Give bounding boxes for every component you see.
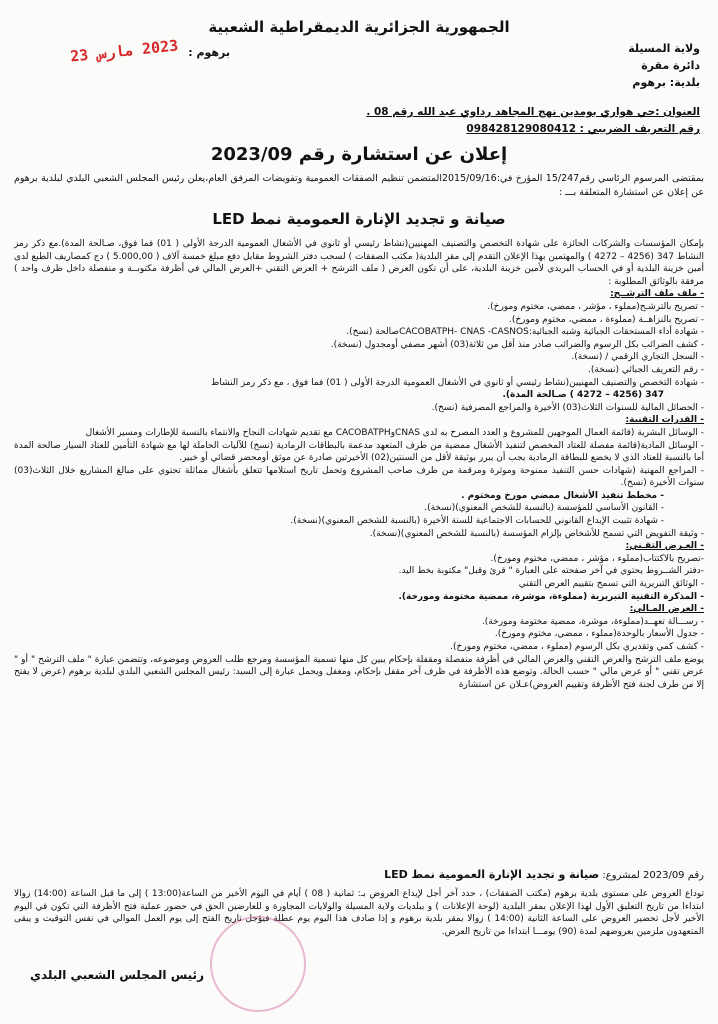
daira-label: دائرة مقرة xyxy=(641,59,700,72)
list-item: - الحصائل المالية للسنوات الثلاث(03) الأخيرة والمراجع المصرفية (نسخ). xyxy=(431,402,704,413)
section-financial: - العرض المـالي: xyxy=(629,604,704,615)
official-stamp xyxy=(210,916,306,1012)
address-line: العنوان :حي هواري بومدين نهج المجاهد رداوي عبد الله رقم 08 . xyxy=(366,106,700,118)
list-item: - شهادة أداء المستحقات الجبائية وشبه الجبائية:CACOBATPH- CNAS -CASNOSصالحة (نسخ). xyxy=(346,327,704,338)
list-item: - السجل التجاري الرقمي / (نسخة). xyxy=(571,352,704,363)
list-item: - المراجع المهنية (شهادات حسن التنفيذ ممنوحة وموثرة ومرقمة من طرف صاحب المشروع وتحمل تاريخ استلامها تتعلق بأشغال مماثلة تحتوي على مبالغ المشاريع خلال الثلاث(03) سنوات الأخيرة (نسخ). xyxy=(14,465,704,489)
list-item: - تصريح بالنزاهــة (مملوءة ، ممضي، مختوم ومورخ). xyxy=(508,314,704,325)
list-item: - المذكرة التقنية التبريرية (مملوءة، موشرة، ممضية مختومة ومورخة). xyxy=(398,591,704,602)
list-item: - كشف كمي وتقديري بكل الرسوم (مملوء ، ممضي، مختوم ومورخ). xyxy=(450,642,704,652)
list-item: - الوثائق التبريرية التي تسمح بتقييم العرض التقني xyxy=(518,579,704,590)
eligibility-text: بإمكان المؤسسات والشركات الحائزة على شهادة التخصص والتصنيف المهنيين(نشاط رئيسي أو ثانوي في الأشغال العمومية الدرجة الأولى ( 01) فما فوق، صـالحة المدة).مع ذكر رمز النشاط 347 (4256 – 4272 ) والمهتمين بهذا الإعلان التقدم إلى مقر البلدية( مكتب الصفقات ) لسحب دفتر الشروط مقابل دفع مبلغ خمسة آلاف ( 5.000,00 ) دج كمصاريف الطبع لدى أمين خزينة البلدية أو في الحساب البريدي لأمين خزينة البلدية، على أن تكون العرض ( ملف الترشح + العرض التقني +العرض المالي في أظرفة مكتوبــة و منفصلة داخل ظرف واحد ) مرفقة بالوثائق المطلوبة : xyxy=(14,239,705,287)
list-item: -دفتر الشــروط يحتوي في آخر صفحته على العبارة " قرئ وقبل" مكتوبة بخط اليد. xyxy=(398,566,704,577)
list-item: - تصريح بالترشـح(مملوء ، مؤشر ، ممضي، مختوم ومورخ). xyxy=(487,301,704,312)
section-technical: - العـرض التقـني: xyxy=(625,541,704,552)
list-item: - رقم التعريف الجبائي (نسخة). xyxy=(588,364,704,375)
commune-label: بلدية: برهوم xyxy=(632,76,700,89)
list-item: - رســـالة تعهــد(مملوءة، موشرة، ممضية مختومة ومورخة). xyxy=(481,616,704,627)
list-item: -تصريح بالاكتتاب(مملوء ، مؤشر ، ممضي، مختوم ومورخ). xyxy=(490,553,704,564)
contact-block xyxy=(366,104,700,138)
date-stamp: 2023 مارس 23 xyxy=(69,36,180,66)
notice-intro: بمقتضى المرسوم الرئاسي رقم15/247 المؤرخ في:2015/09/16المتضمن تنظيم الصفقات العمومية وتفويضات المرفق العام،يعلن رئيس المجلس الشعبي البلدي لبلدية برهوم عن إعلان عن استشارة المتعلقة بـــ : xyxy=(14,173,704,198)
list-item: - وثيقة التفويض التي تسمح للأشخاص بإلزام المؤسسة (بالنسبة للشخص المعنوي)(نسخة). xyxy=(369,528,704,539)
list-item: - شهادة تثبيت الإيداع القانوني للحسابات الاجتماعية للسنة الأخيرة (بالنسبة للشخص المعنوي)(نسخة). xyxy=(290,516,664,527)
republic-title: الجمهورية الجزائرية الديمقراطية الشعبية xyxy=(208,18,510,36)
place-label: برهوم xyxy=(196,46,230,59)
list-item: - القانون الأساسي للمؤسسة (بالنسبة للشخص المعنوي)(نسخة). xyxy=(424,503,664,514)
wilaya-label: ولاية المسيلة xyxy=(628,42,700,55)
section-candidacy: - ملف ملف الترشــح: xyxy=(610,289,704,300)
notice-title: إعلان عن استشارة رقم 2023/09 xyxy=(210,144,508,165)
date-block: برهوم : 2023 مارس 23 xyxy=(69,36,230,66)
list-item: - شهادة التخصص والتصنيف المهنيين(نشاط رئيسي أو ثانوي في الأشغال العمومية الدرجة الأولى ( 01) فما فوق ، مع ذكر رمز النشاط xyxy=(211,377,704,388)
list-item: - جدول الأسعار بالوحدة(مملوء ، ممضي، مختوم ومورخ). xyxy=(494,629,704,640)
list-item: - مخطط تنفيذ الأشغال ممضي مورخ ومختوم . xyxy=(461,490,664,501)
notice-body xyxy=(14,238,704,691)
ref-line: رقم 2023/09 لمشروع: xyxy=(602,870,704,881)
tax-id-line: رقم التعريف الضريبي : 098428129080412 xyxy=(466,123,700,135)
ref-project: صيانة و تجديد الإنارة العمومية نمط LED xyxy=(384,868,600,881)
admin-block xyxy=(628,40,700,91)
list-item: 347 (4256 – 4272 ) صـالحة المدة). xyxy=(502,390,664,401)
footer-reference xyxy=(14,868,704,881)
project-title: صيانة و تجديد الإنارة العمومية نمط LED xyxy=(212,210,506,228)
list-item: - الوسائل البشرية (قائمة العمال الموجهين للمشروع و العدد المصرح به لدى CNASوCACOBATPH مع تقديم شهادات النجاح والانتماء بالنسبة للإطارات ومسير الأشغال xyxy=(85,427,704,438)
list-item: - الوسائل المادية(قائمة مفصلة للعتاد المخصص لتنفيذ الأشغال ممضية من طرف المتعهد مدعمة بالبطاقات الرمادية (نسخ) للآليات الحاملة لها مع شهادة التأمين للعتاد السيار صالحة المدة أما بالنسبة للعتاد الذي لا يخضع للبطاقة الرمادية يجب أن يبرر بوثيقة لأقل من السنتين(02) الأخيرتين صادرة عن موثق أومحضر قضائي أو خبير. xyxy=(14,440,704,464)
section-capacities: - القدرات التقنية: xyxy=(625,415,704,426)
envelopes-text: يوضع ملف الترشح والعرض التقني والعرض المالي في أظرفة منفصلة ومقفلة بإحكام يبين كل منها تسمية المؤسسة ومرجع طلب العروض وموضوعه، وتتضمن عبارة " ملف الترشح " أو " عرض تقني " أو عرض مالي " حسب الحالة. وتوضع هذه الأظرفة في ظرف آخر مقفل بإحكام، ومغفل ويحمل عبارة إلى السيد: رئيس المجلس الشعبي البلدي لبلدية برهوم (عرض لا يفتح إلا من طرف لجنة فتح الأظرفة وتقييم العروض)عـلان عن استشارة xyxy=(14,654,704,690)
list-item: - كشف الضرائب بكل الرسوم والضرائب صادر منذ أقل من ثلاثة(03) أشهر مصفي أومجدول (نسخة). xyxy=(330,339,704,350)
signatory: رئيس المجلس الشعبي البلدي xyxy=(30,968,204,982)
deposit-text: توداع العروض على مستوى بلدية برهوم (مكتب الصفقات) ، حدد آخر أجل لإيداع العروض بـ: ثمانية ( 08 ) أيام في اليوم الأخير من الساعة(13:00 ) إلى ما قبل الساعة (14:00) زوالا ابتداءا من تاريخ التعليق الأول لهذا الإعلان بمقر البلدية (لوحة الإعلانات ) و ببلديات ولاية المسيلة والولايات المجاورة و للعارضين الحق في حضور عملية فتح الأظرفة التي تكون في اليوم الأخير لأجل تحضير العروض على الساعة الثانية (14:00 ) زوالا بمقر بلدية برهوم و إذا صادف هذا اليوم يوم عطلة فيؤجل تاريخ الفتح إلى يوم العمل الموالي في نفس التوقيت و يبقى المتعهدون ملزمين بعروضهم لمدة (90) يومـــا ابتداءا من تاريخ العرض. xyxy=(14,889,704,937)
